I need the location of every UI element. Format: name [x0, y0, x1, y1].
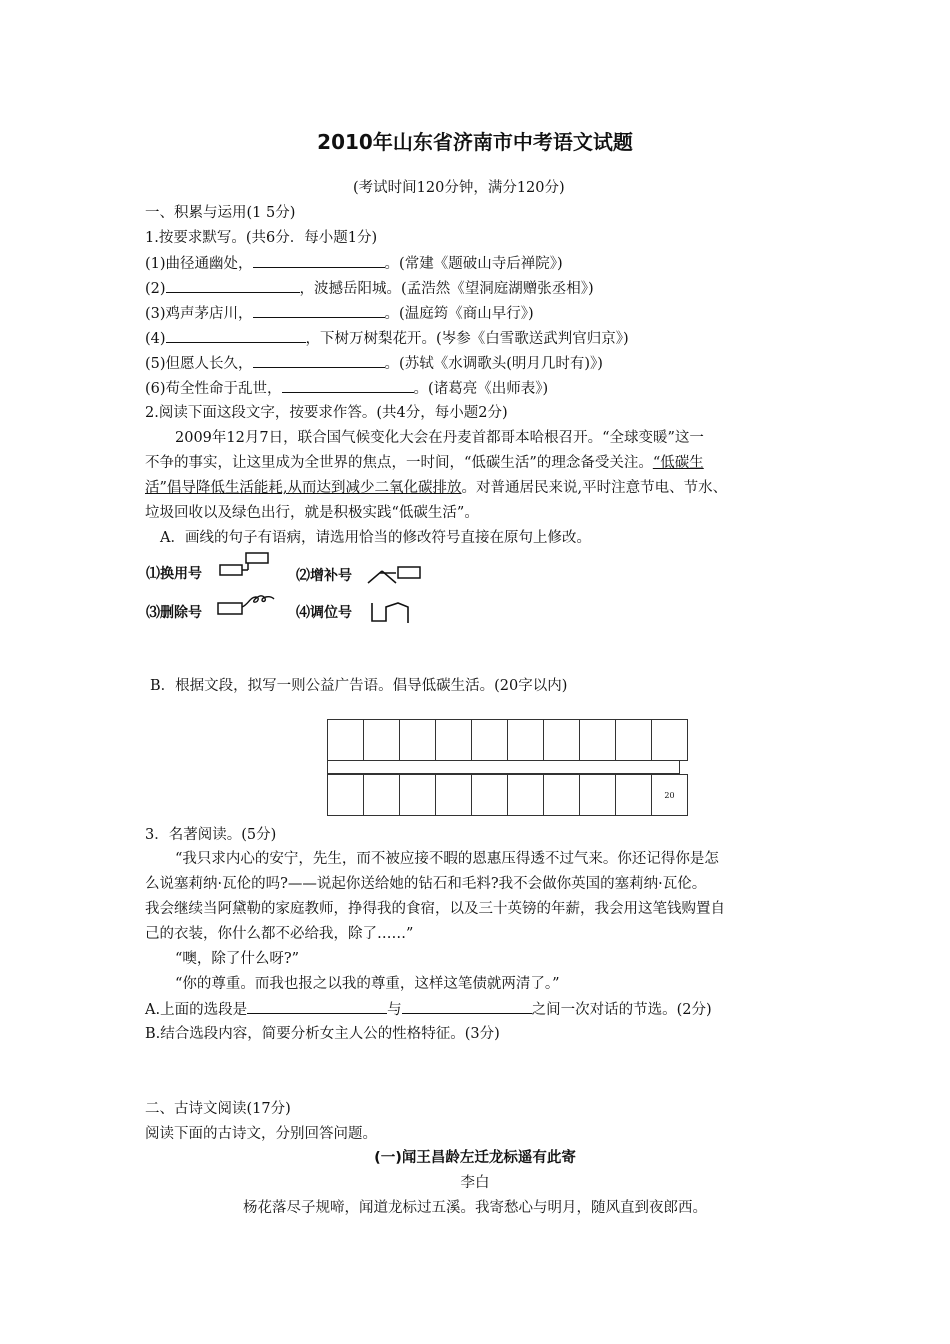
question-3-title: 3．名著阅读。(5分): [145, 827, 277, 843]
excerpt-line-3: 我会继续当阿黛勒的家庭教师，挣得我的食宿，以及三十英镑的年薪，我会用这笔钱购置自: [145, 901, 725, 917]
replace-symbol-label: ⑴换用号: [146, 566, 202, 582]
section-2-heading: 二、古诗文阅读(17分): [145, 1101, 291, 1117]
q1-line-4: (4) ，下树万树梨花开。(岑参《白雪歌送武判官归京》): [145, 328, 629, 349]
answer-blank[interactable]: [282, 378, 414, 393]
grid-count-mark: 20: [652, 775, 688, 816]
excerpt-line-4: 己的衣装，你什么都不必给我，除了……”: [145, 926, 414, 942]
passage-line-2: 不争的事实，让这里成为全世界的焦点，一时间，“低碳生活”的理念备受关注。“低碳生: [145, 455, 704, 471]
answer-grid-row-2[interactable]: [327, 774, 688, 816]
answer-blank[interactable]: [253, 303, 385, 318]
passage-line-1: 2009年12月7日，联合国气候变化大会在丹麦首都哥本哈根召开。“全球变暖”这一: [175, 430, 704, 446]
grid-spacer: [327, 761, 680, 774]
excerpt-line-2: 么说塞莉纳·瓦伦的吗?——说起你送给她的钻石和毛料?我不会做你英国的塞莉纳·瓦伦。: [145, 876, 707, 892]
answer-blank[interactable]: [402, 999, 532, 1014]
underlined-sentence: 活”倡导降低生活能耗,从而达到减少二氧化碳排放: [145, 480, 462, 496]
exam-info: (考试时间120分钟，满分120分): [353, 180, 565, 196]
question-3b: B.结合选段内容，简要分析女主人公的性格特征。(3分): [145, 1026, 500, 1042]
section-2-intro: 阅读下面的古诗文，分别回答问题。: [145, 1126, 377, 1142]
delete-symbol-label: ⑶删除号: [146, 605, 202, 621]
q1-line-5: (5)但愿人长久， 。(苏轼《水调歌头(明月几时有)》): [145, 353, 603, 374]
page-title: 2010年山东省济南市中考语文试题: [317, 130, 633, 154]
transpose-symbol-icon: [368, 599, 414, 627]
poem-text: 杨花落尽子规啼，闻道龙标过五溪。我寄愁心与明月，随风直到夜郎西。: [243, 1200, 707, 1216]
excerpt-line-1: “我只求内心的安宁，先生，而不被应接不暇的恩惠压得透不过气来。你还记得你是怎: [175, 851, 719, 867]
q1-line-3: (3)鸡声茅店川， 。(温庭筠《商山早行》): [145, 303, 534, 324]
q1-line-1: (1)曲径通幽处， 。(常建《题破山寺后禅院》): [145, 253, 563, 274]
insert-symbol-label: ⑵增补号: [296, 568, 352, 584]
answer-blank[interactable]: [253, 253, 385, 268]
excerpt-line-5: “噢，除了什么呀?”: [175, 951, 300, 967]
delete-symbol-icon: [216, 589, 278, 617]
answer-blank[interactable]: [253, 353, 385, 368]
poem-author: 李白: [460, 1175, 490, 1191]
q1-line-6: (6)苟全性命于乱世， 。(诸葛亮《出师表》): [145, 378, 548, 399]
question-2-title: 2.阅读下面这段文字，按要求作答。(共4分，每小题2分): [145, 405, 508, 421]
answer-grid-row-1[interactable]: [327, 719, 688, 761]
question-3a: A.上面的选段是 与 之间一次对话的节选。(2分): [145, 999, 712, 1020]
answer-blank[interactable]: [166, 328, 306, 343]
replace-symbol-icon: [218, 551, 270, 579]
insert-symbol-icon: [366, 561, 424, 587]
passage-line-4: 垃圾回收以及绿色出行，就是积极实践“低碳生活”。: [145, 505, 479, 521]
passage-line-3: 活”倡导降低生活能耗,从而达到减少二氧化碳排放。对普通居民来说,平时注意节电、节水、: [145, 480, 728, 496]
q1-line-2: (2) ，波撼岳阳城。(孟浩然《望洞庭湖赠张丞相》): [145, 278, 594, 299]
transpose-symbol-label: ⑷调位号: [296, 605, 352, 621]
question-2a: A．画线的句子有语病，请选用恰当的修改符号直接在原句上修改。: [160, 530, 591, 546]
section-1-heading: 一、积累与运用(1 5分): [145, 205, 296, 221]
poem-title: (一)闻王昌龄左迁龙标遥有此寄: [374, 1150, 576, 1166]
underlined-sentence: “低碳生: [652, 455, 704, 471]
answer-blank[interactable]: [247, 999, 387, 1014]
excerpt-line-6: “你的尊重。而我也报之以我的尊重，这样这笔债就两清了。”: [175, 976, 560, 992]
answer-blank[interactable]: [166, 278, 300, 293]
question-2b: B．根据文段，拟写一则公益广告语。倡导低碳生活。(20字以内): [150, 678, 568, 694]
question-1-title: 1.按要求默写。(共6分．每小题1分): [145, 230, 378, 246]
